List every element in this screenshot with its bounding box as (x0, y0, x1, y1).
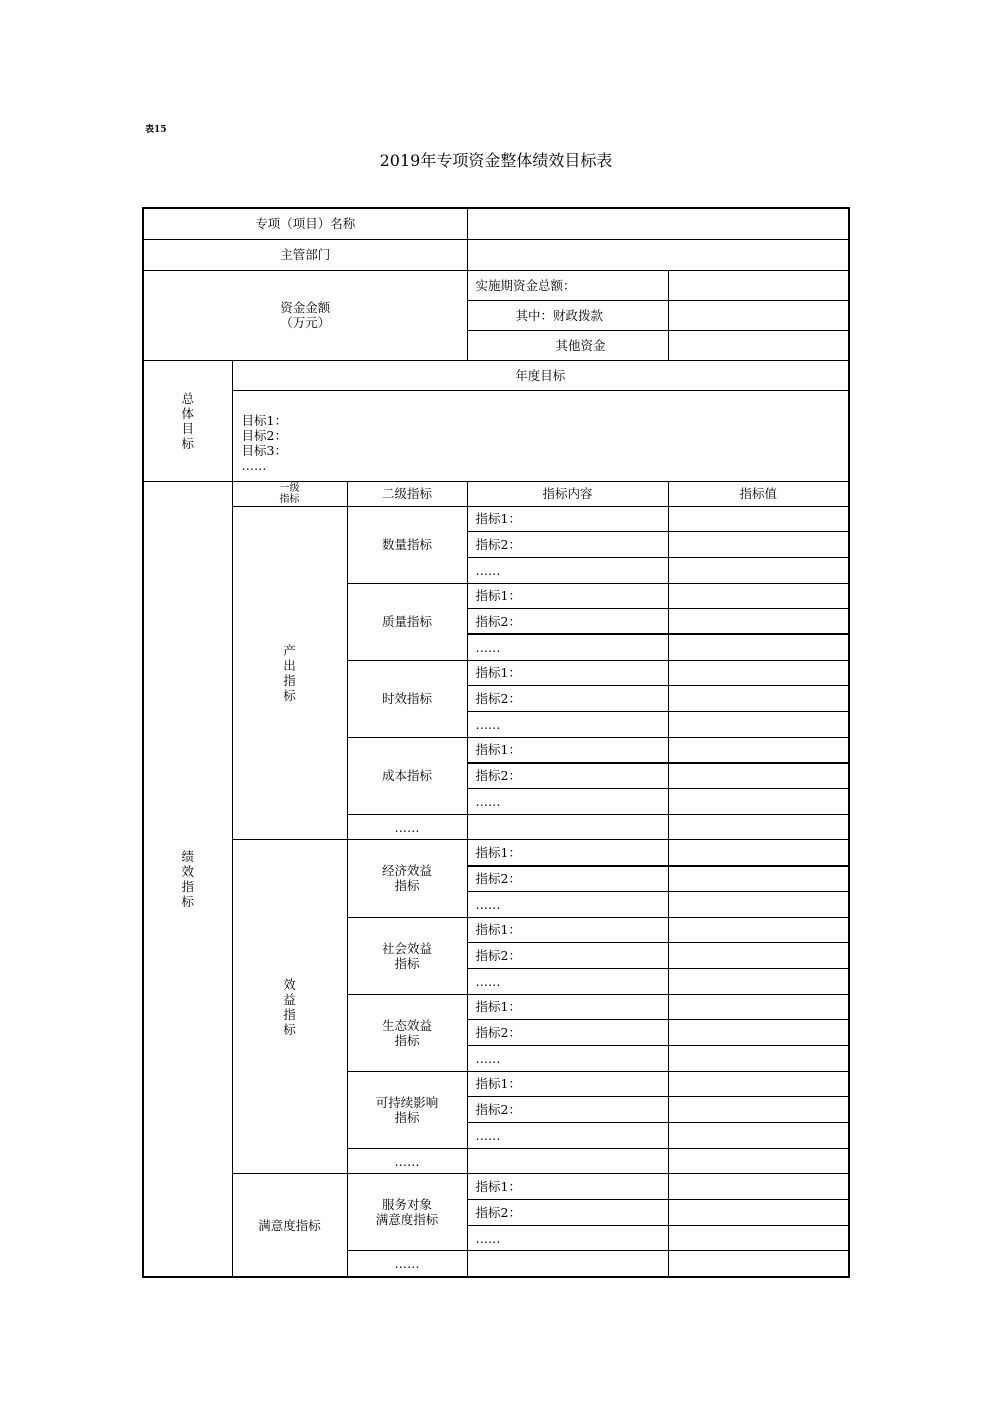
indicator-content[interactable]: 指标1： (467, 506, 668, 532)
indicator-content[interactable]: 指标1： (467, 1071, 668, 1097)
output-indicator-label-char: 标 (283, 687, 296, 703)
level2-indicator-name (347, 994, 467, 1071)
indicator-value[interactable] (668, 968, 849, 994)
project-name-value[interactable] (467, 208, 849, 239)
indicator-content[interactable]: …… (467, 634, 668, 660)
level2-name-line: 指标 (394, 878, 420, 894)
indicator-content[interactable]: …… (467, 557, 668, 583)
indicator-content[interactable]: 指标2： (467, 532, 668, 558)
benefit-indicator-label-char: 标 (283, 1021, 296, 1037)
indicator-value[interactable] (668, 1148, 849, 1174)
level2-name-line: 时效指标 (381, 691, 432, 707)
more-level2-ellipsis: …… (347, 814, 467, 840)
project-name-label: 专项（项目）名称 (143, 208, 467, 239)
level2-name-line: 成本指标 (381, 768, 432, 784)
value-header: 指标值 (668, 481, 849, 506)
dept-label: 主管部门 (143, 239, 467, 270)
output-indicator-label (232, 506, 347, 840)
goal-line: …… (241, 457, 267, 473)
indicator-content[interactable]: 指标2： (467, 763, 668, 789)
indicator-value[interactable] (668, 840, 849, 866)
overall-goal-label (143, 360, 232, 481)
row-funds-total (143, 270, 849, 300)
row-project-name (143, 208, 849, 239)
indicator-content[interactable]: 指标2： (467, 1097, 668, 1123)
satisfaction-indicator-label: 满意度指标 (232, 1174, 347, 1277)
total-funds-label: 实施期资金总额： (467, 270, 668, 300)
indicator-content[interactable]: …… (467, 789, 668, 815)
indicator-value[interactable] (668, 712, 849, 738)
indicator-content[interactable]: 指标2： (467, 609, 668, 635)
row-perf-header (143, 481, 849, 506)
indicator-value[interactable] (668, 1097, 849, 1123)
indicator-content[interactable] (467, 1148, 668, 1174)
more-level2-ellipsis: …… (347, 1148, 467, 1174)
level2-header: 二级指标 (347, 481, 467, 506)
indicator-content[interactable]: 指标1： (467, 737, 668, 763)
fiscal-funds-label: 其中：财政拨款 (467, 300, 668, 330)
output-indicator-label-char: 指 (283, 672, 296, 688)
indicator-content[interactable]: …… (467, 891, 668, 917)
indicator-content[interactable]: 指标1： (467, 1174, 668, 1200)
indicator-content[interactable] (467, 814, 668, 840)
row-annual-goal-header (143, 360, 849, 390)
indicator-value[interactable] (668, 891, 849, 917)
level2-name-line: 指标 (394, 1032, 420, 1048)
indicator-value[interactable] (668, 994, 849, 1020)
indicator-value[interactable] (668, 917, 849, 943)
indicator-value[interactable] (668, 1045, 849, 1071)
level2-indicator-name (347, 1071, 467, 1148)
indicator-value[interactable] (668, 866, 849, 892)
content-header: 指标内容 (467, 481, 668, 506)
level2-indicator-name (347, 583, 467, 660)
indicator-content[interactable]: 指标2： (467, 686, 668, 712)
indicator-content[interactable]: 指标1： (467, 840, 668, 866)
indicator-value[interactable] (668, 609, 849, 635)
indicator-content[interactable]: …… (467, 1045, 668, 1071)
row-annual-goal-content (143, 390, 849, 481)
performance-indicator-label (143, 481, 232, 1277)
level2-indicator-name (347, 840, 467, 917)
level2-name-line: 指标 (394, 1109, 420, 1125)
funds-label-line1: 资金金额 (280, 300, 331, 315)
page-title: 2019年专项资金整体绩效目标表 (379, 151, 613, 170)
fiscal-funds-value[interactable] (668, 300, 849, 330)
level2-name-line: 数量指标 (381, 537, 432, 553)
annual-goal-label: 年度目标 (232, 360, 849, 390)
dept-value[interactable] (467, 239, 849, 270)
indicator-content[interactable]: 指标1： (467, 583, 668, 609)
indicator-content[interactable]: 指标2： (467, 943, 668, 969)
level1-header-line1: 一级 (279, 482, 300, 494)
output-indicator-label-char: 产 (283, 642, 296, 658)
benefit-indicator-label-char: 效 (283, 976, 296, 992)
goal-line: 目标1： (241, 412, 287, 428)
level2-name-line: 满意度指标 (375, 1212, 439, 1228)
level1-header-line2: 指标 (279, 493, 300, 505)
total-funds-value[interactable] (668, 270, 849, 300)
indicator-value[interactable] (668, 634, 849, 660)
indicator-value[interactable] (668, 583, 849, 609)
level2-indicator-name (347, 1174, 467, 1251)
indicator-content[interactable]: 指标2： (467, 866, 668, 892)
level2-indicator-name (347, 917, 467, 994)
perf-label-char: 效 (181, 863, 194, 879)
overall-goal-char: 目 (181, 420, 194, 436)
indicator-content[interactable]: …… (467, 1225, 668, 1251)
level2-indicator-name (347, 660, 467, 737)
perf-label-char: 指 (181, 878, 194, 894)
perf-label-char: 绩 (181, 848, 194, 864)
indicator-value[interactable] (668, 686, 849, 712)
indicator-value[interactable] (668, 943, 849, 969)
indicator-content[interactable]: 指标2： (467, 1200, 668, 1226)
indicator-content[interactable]: …… (467, 1123, 668, 1149)
output-indicator-label-char: 出 (283, 657, 296, 673)
funds-label (143, 270, 467, 360)
indicator-value[interactable] (668, 763, 849, 789)
indicator-value[interactable] (668, 1200, 849, 1226)
other-funds-value[interactable] (668, 330, 849, 360)
level2-name-line: 经济效益 (381, 863, 432, 879)
indicator-value[interactable] (668, 1174, 849, 1200)
indicator-row (143, 506, 849, 532)
indicator-value[interactable] (668, 814, 849, 840)
level2-name-line: 服务对象 (381, 1197, 432, 1213)
annual-goal-content[interactable] (232, 390, 849, 481)
funds-label-line2: （万元） (280, 315, 331, 330)
indicator-content[interactable]: 指标2： (467, 1020, 668, 1046)
indicator-content[interactable]: …… (467, 968, 668, 994)
indicator-content[interactable]: 指标1： (467, 660, 668, 686)
row-dept (143, 239, 849, 270)
indicator-value[interactable] (668, 737, 849, 763)
indicator-content[interactable]: …… (467, 712, 668, 738)
benefit-indicator-label-char: 指 (283, 1006, 296, 1022)
benefit-indicator-label (232, 840, 347, 1174)
indicator-value[interactable] (668, 557, 849, 583)
indicator-content[interactable]: 指标1： (467, 994, 668, 1020)
indicator-row (143, 1174, 849, 1200)
benefit-indicator-label-char: 益 (283, 991, 296, 1007)
indicator-value[interactable] (668, 660, 849, 686)
performance-target-table (142, 207, 850, 1278)
goal-line: 目标3： (241, 442, 287, 458)
indicator-value[interactable] (668, 532, 849, 558)
other-funds-label: 其他资金 (467, 330, 668, 360)
indicator-value[interactable] (668, 789, 849, 815)
level2-indicator-name (347, 737, 467, 814)
indicator-value[interactable] (668, 506, 849, 532)
level2-name-line: 质量指标 (381, 614, 432, 630)
level2-name-line: 指标 (394, 955, 420, 971)
goal-line: 目标2： (241, 427, 287, 443)
overall-goal-char: 体 (181, 405, 194, 421)
indicator-value[interactable] (668, 1071, 849, 1097)
perf-label-char: 标 (181, 893, 194, 909)
level2-name-line: 可持续影响 (375, 1094, 439, 1110)
indicator-value[interactable] (668, 1123, 849, 1149)
indicator-row (143, 840, 849, 866)
level2-indicator-name (347, 506, 467, 583)
indicator-content[interactable]: 指标1： (467, 917, 668, 943)
level2-name-line: 社会效益 (381, 940, 432, 956)
overall-goal-char: 总 (181, 390, 194, 406)
more-level2-ellipsis: …… (347, 1251, 467, 1277)
indicator-value[interactable] (668, 1225, 849, 1251)
level1-header (232, 481, 347, 506)
level2-name-line: 生态效益 (381, 1017, 432, 1033)
indicator-value[interactable] (668, 1251, 849, 1277)
indicator-value[interactable] (668, 1020, 849, 1046)
table-number: 表15 (145, 125, 167, 135)
indicator-content[interactable] (467, 1251, 668, 1277)
overall-goal-char: 标 (181, 435, 194, 451)
